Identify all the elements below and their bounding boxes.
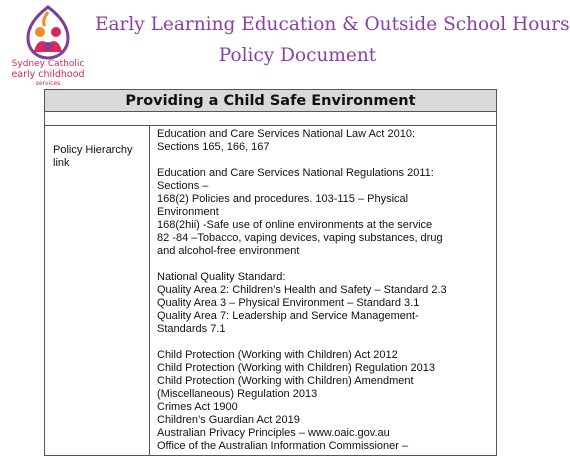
- list-item: and alcohol-free environment: [157, 245, 300, 257]
- logo-text-line3: services: [35, 80, 61, 87]
- list-item: Australian Privacy Principles – www.oaic.gov.au: [157, 427, 390, 439]
- logo-text-line2: early childhood: [11, 69, 85, 80]
- logo-text-line1: Sydney Catholic: [11, 59, 85, 69]
- legislation-group-child-protection: [157, 349, 492, 453]
- list-item: Sections 165, 166, 167: [157, 141, 270, 153]
- list-item: Crimes Act 1900: [157, 401, 238, 413]
- list-item: Office of the Australian Information Commissioner –: [157, 440, 409, 452]
- policy-hierarchy-content: [150, 126, 497, 456]
- list-item: National Quality Standard:: [157, 271, 286, 283]
- policy-hierarchy-label: Policy Hierarchy link: [45, 126, 150, 456]
- list-item: Education and Care Services National Law Act 2010:: [157, 128, 416, 140]
- list-item: Standards 7.1: [157, 323, 226, 335]
- legislation-group-quality-standard: [157, 271, 492, 336]
- policy-title: Providing a Child Safe Environment: [45, 90, 497, 112]
- legislation-group-national-law: [157, 128, 492, 154]
- policy-table: [44, 89, 497, 456]
- table-spacer-row: [45, 112, 497, 126]
- list-item: Environment: [157, 206, 219, 218]
- list-item: 168(2) Policies and procedures. 103-115 – Physical: [157, 193, 409, 205]
- list-item: Child Protection (Working with Children) Act 2012: [157, 349, 398, 361]
- list-item: 168(2hii) -Safe use of online environments at the service: [157, 219, 433, 231]
- list-item: Quality Area 3 – Physical Environment – Standard 3.1: [157, 297, 420, 309]
- list-item: Child Protection (Working with Children) Regulation 2013: [157, 362, 435, 374]
- document-header-subtitle: Policy Document: [218, 45, 377, 66]
- document-header-title: Early Learning Education & Outside School Hours: [95, 14, 570, 35]
- list-item: Education and Care Services National Regulations 2011:: [157, 167, 434, 179]
- list-item: Sections –: [157, 180, 209, 192]
- table-row: [45, 126, 497, 456]
- list-item: Children’s Guardian Act 2019: [157, 414, 300, 426]
- list-item: Quality Area 7: Leadership and Service Management-: [157, 310, 419, 322]
- list-item: 82 -84 –Tobacco, vaping devices, vaping substances, drug: [157, 232, 443, 244]
- logo: [8, 4, 88, 87]
- list-item: (Miscellaneous) Regulation 2013: [157, 388, 318, 400]
- list-item: Child Protection (Working with Children) Amendment: [157, 375, 414, 387]
- legislation-group-national-regulations: [157, 167, 492, 258]
- list-item: Quality Area 2: Children’s Health and Safety – Standard 2.3: [157, 284, 447, 296]
- logo-emblem-icon: [22, 4, 74, 60]
